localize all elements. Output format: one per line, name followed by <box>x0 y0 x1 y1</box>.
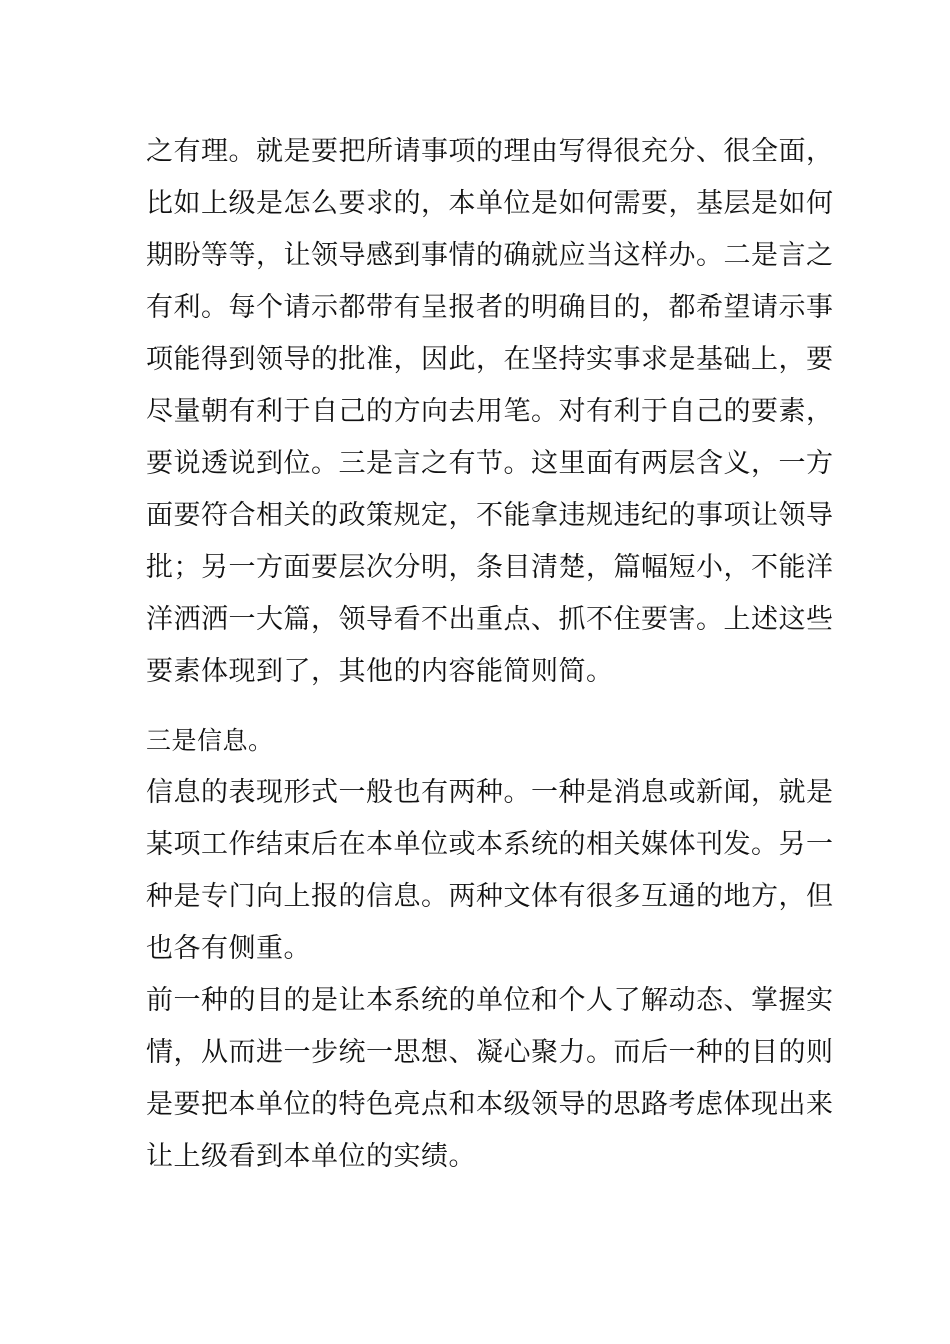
text-line: 前一种的目的是让本系统的单位和个人了解动态、掌握实 <box>146 985 834 1016</box>
text-line: 批；另一方面要层次分明，条目清楚，篇幅短小，不能洋 <box>146 552 834 583</box>
text-line: 要说透说到位。三是言之有节。这里面有两层含义，一方 <box>146 448 834 479</box>
text-line: 也各有侧重。 <box>146 933 311 964</box>
text-line: 尽量朝有利于自己的方向去用笔。对有利于自己的要素， <box>146 396 834 427</box>
text-line: 之有理。就是要把所请事项的理由写得很充分、很全面， <box>146 136 834 167</box>
text-line: 某项工作结束后在本单位或本系统的相关媒体刊发。另一 <box>146 829 834 860</box>
paragraph-information-purpose <box>146 975 834 1183</box>
text-line: 情，从而进一步统一思想、凝心聚力。而后一种的目的则 <box>146 1037 834 1068</box>
section-heading-information <box>146 715 810 767</box>
text-line: 让上级看到本单位的实绩。 <box>146 1141 476 1172</box>
text-line: 项能得到领导的批准，因此，在坚持实事求是基础上，要 <box>146 344 834 375</box>
text-line: 有利。每个请示都带有呈报者的明确目的，都希望请示事 <box>146 292 834 323</box>
text-line: 面要符合相关的政策规定，不能拿违规违纪的事项让领导 <box>146 500 834 531</box>
text-line: 是要把本单位的特色亮点和本级领导的思路考虑体现出来 <box>146 1089 834 1120</box>
section-heading: 三是信息。 <box>146 726 274 755</box>
text-line: 信息的表现形式一般也有两种。一种是消息或新闻，就是 <box>146 777 834 808</box>
paragraph-request-principles <box>146 126 834 698</box>
text-line: 比如上级是怎么要求的，本单位是如何需要，基层是如何 <box>146 188 834 219</box>
text-line: 要素体现到了，其他的内容能简则简。 <box>146 656 614 687</box>
text-line: 期盼等等，让领导感到事情的确就应当这样办。二是言之 <box>146 240 834 271</box>
text-line: 种是专门向上报的信息。两种文体有很多互通的地方，但 <box>146 881 834 912</box>
text-line: 洋洒洒一大篇，领导看不出重点、抓不住要害。上述这些 <box>146 604 834 635</box>
paragraph-information-forms <box>146 767 834 975</box>
